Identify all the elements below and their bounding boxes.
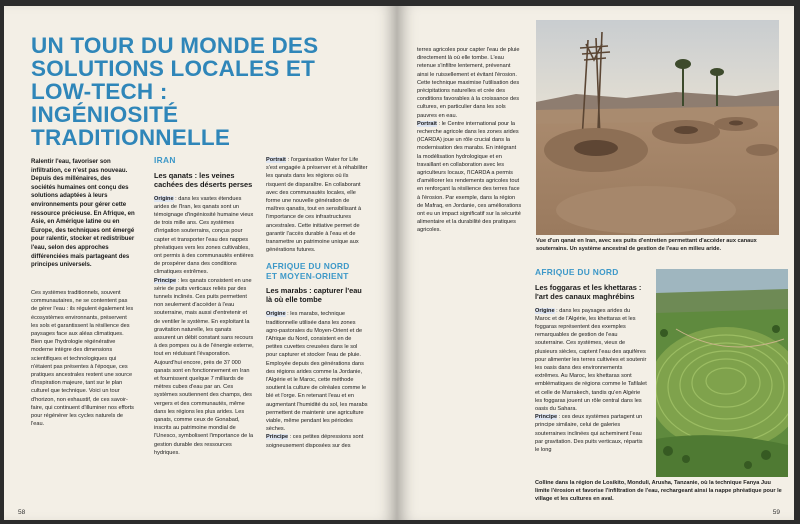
iran-portrait-text: : l'organisation Water for Life s'est engagée à préserver et à réhabiliter les qanats dans les régions où ils risquent de disparaître. En collaborant avec des communautés locales, elle forme une nouvelle génération de maîtres qanatis, tout en sensibilisant à l'importance de ces infrastructures ancestrales. Cette initiative permet de garantir l'accès durable à l'eau et de transmettre un patrimoine unique aux générations futures. — [266, 157, 368, 254]
iran-section-heading: IRAN — [154, 155, 176, 165]
iran-column — [154, 156, 254, 457]
marabs-origine-text: : les marabs, technique traditionnelle utilisée dans les zones agro-pastorales du Moyen-Orient et de l'Afrique du Nord, consistent en de petites cuvettes creusées dans le sol pour capturer et stocker l'eau de pluie. Employée depuis des générations dans des régions arides comme la Jordanie, l'Algérie et le Maroc, cette méthode soutient la culture de céréales comme le blé et l'orge. En retenant l'eau et en augmentant l'humidité du sol, les marabs permettent de maintenir une agriculture viable, même pendant les périodes sèches. — [266, 311, 368, 433]
terraces-photo — [656, 269, 788, 477]
page-number-left: 58 — [18, 509, 26, 516]
foggaras-principe — [535, 413, 647, 454]
foggaras-principe-text: : ces deux systèmes partagent un principe similaire, celui de galeries souterraines inclinées qui acheminent l'eau par gravitation. Des puits verticaux, répartis le long — [535, 414, 643, 453]
principe-label: Principe — [266, 434, 289, 441]
iran-portrait — [266, 156, 368, 254]
second-column — [266, 156, 368, 450]
qanat-photo — [536, 20, 779, 235]
icarda-portrait — [417, 120, 522, 235]
marabs-subtitle: Les marabs : capturer l'eau là où elle tombe — [266, 286, 362, 305]
maroc-section-line-2: ET MOYEN-ORIENT — [266, 270, 349, 281]
left-page — [4, 6, 397, 520]
foggaras-origine — [535, 307, 647, 414]
right-page — [397, 6, 794, 520]
iran-principe-text: : les qanats consistent en une série de puits verticaux reliés par des tunnels inclinés. Ces puits permettent non seulement d'accéder à l'eau souterraine, mais aussi d'entretenir et de ventiler le système. En exploitant la gravitation naturelle, les qanats assurent un débit constant sans recours à des pompes ou à de l'énergie externe, tout en réduisant l'évaporation. Aujourd'hui encore, près de 37 000 qanats sont en fonctionnement en Iran et fournissent quelque 7 milliards de mètres cubes d'eau par an. Ces systèmes soutiennent des champs, des vergers et des communautés, même dans les régions les plus arides. Les qanats, comme ceux de Gonabad, inscrits au patrimoine mondial de l'Unesco, symbolisent l'importance de la gestion durable des ressources hydriques. — [154, 277, 254, 456]
nord-section-heading: AFRIQUE DU NORD — [535, 267, 619, 277]
principe-label: Principe — [154, 277, 177, 284]
qanat-caption: Vue d'un qanat en Iran, avec ses puits d'entretien permettant d'accéder aux canaux souterrains. Un système ancestral de gestion de l'eau en milieu aride. — [536, 238, 757, 252]
page-number-right: 59 — [772, 509, 780, 516]
right-column-1 — [417, 46, 522, 235]
foggaras-subtitle: Les foggaras et les khettaras : l'art des canaux maghrébins — [535, 282, 642, 301]
marabs-principe — [266, 433, 368, 449]
iran-principe — [154, 277, 254, 457]
marabs-continued: terres agricoles pour capter l'eau de pluie directement là où elle tombe. L'eau retenue s'infiltre lentement, prévenant ainsi le ruissellement et évitant l'érosion. Cette technique maximise l'utilisation des précipitations naturelles et crée des conditions favorables à la croissance des cultures, en particulier dans les sols pauvres en eau. — [417, 47, 520, 119]
iran-origine — [154, 195, 254, 277]
body-paragraph: Ces systèmes traditionnels, souvent communautaires, ne se contentent pas de gérer l'eau : ils régulent également les écosystèmes environnants, préservent les sols et garantissent la résilience des paysages face aux aléas climatiques. Bien que l'hydrologie régénérative moderne intègre des dimensions scientifiques et technologiques qui n'étaient pas présentes à l'époque, ces pratiques ancestrales restent une source d'inspiration majeure, tant sur le plan culturel que technique. Voici un tour d'horizon, non exhaustif, de ces savoir-faire, qui continuent d'illuminer nos efforts pour régénérer les cycles naturels de l'eau. — [31, 290, 134, 428]
title-line-1: UN TOUR DU MONDE DES — [31, 33, 319, 58]
iran-subtitle: Les qanats : les veines cachées des déserts perses — [154, 170, 253, 189]
portrait-label: Portrait — [417, 120, 437, 127]
title-line-2: SOLUTIONS LOCALES ET LOW-TECH : — [31, 56, 316, 104]
origine-label: Origine — [266, 311, 286, 318]
title-line-3: INGÉNIOSITÉ TRADITIONNELLE — [31, 102, 231, 150]
intro-paragraph: Ralentir l'eau, favoriser son infiltration, ce n'est pas nouveau. Depuis des millénaires, des sociétés humaines ont conçu des solutions adaptées à leurs environnements pour gérer cette ressource précieuse. En Afrique, en Asie, en Amérique latine ou en Europe, des techniques ont émergé pour ralentir, stocker et redistribuer l'eau, selon des approches différenciées mais partageant des principes universels. — [31, 158, 135, 269]
iran-origine-text: : dans les vastes étendues arides de l'Iran, les qanats sont un témoignage d'ingéniosité humaine vieux de trois mille ans. Ces systèmes d'irrigation souterrains, conçus pour capter et transporter l'eau des nappes phréatiques vers les zones cultivables, ont permis à des communautés entières de prospérer dans des conditions climatiques extrêmes. — [154, 195, 254, 276]
marabs-principe-text: : ces petites dépressions sont soigneusement disposées sur des — [266, 434, 364, 449]
foggaras-origine-text: : dans les paysages arides du Maroc et de l'Algérie, les khettaras et les foggaras représentent des exemples remarquables de gestion de l'eau souterraine. Ces systèmes, vieux de plusieurs siècles, captent l'eau des aquifères pour alimenter les terres cultivées et soutenir les oasis dans des environnements extrêmes. Au Maroc, les khettaras sont emblématiques de régions comme le Tafilalet et celle de Marrakech, tandis qu'en Algérie les foggaras jouent un rôle central dans les oasis du Sahara. — [535, 307, 647, 412]
origine-label: Origine — [154, 195, 174, 202]
portrait-label: Portrait — [266, 157, 286, 163]
principe-label: Principe — [535, 414, 558, 421]
terraces-photo-illustration — [656, 269, 788, 477]
right-column-2 — [535, 268, 647, 454]
marabs-origine — [266, 310, 368, 433]
maroc-section-heading — [266, 262, 368, 281]
maroc-section-line-1: AFRIQUE DU NORD — [266, 261, 350, 272]
icarda-portrait-text: : le Centre international pour la recherche agricole dans les zones arides (ICARDA) joue un rôle crucial dans la modernisation des marabs. En intégrant la modélisation hydrologique et en travaillant en collaboration avec les agriculteurs locaux, l'ICARDA a permis d'améliorer les rendements agricoles tout en renforçant la résilience des terres face à l'érosion. Par exemple, dans la région de Mafraq, en Jordanie, ces améliorations ont eu un impact significatif sur la sécurité alimentaire et la durabilité des pratiques agricoles. — [417, 120, 522, 234]
page-title — [31, 34, 361, 149]
origine-label: Origine — [535, 307, 555, 314]
qanat-photo-illustration — [536, 20, 779, 235]
terraces-caption: Colline dans la région de Losikito, Monduli, Arusha, Tanzanie, où la technique Fanya Juu limite l'érosion et favorise l'infiltration de l'eau, rechargeant ainsi la nappe phréatique pour le village et les cultures en aval. — [535, 480, 782, 502]
